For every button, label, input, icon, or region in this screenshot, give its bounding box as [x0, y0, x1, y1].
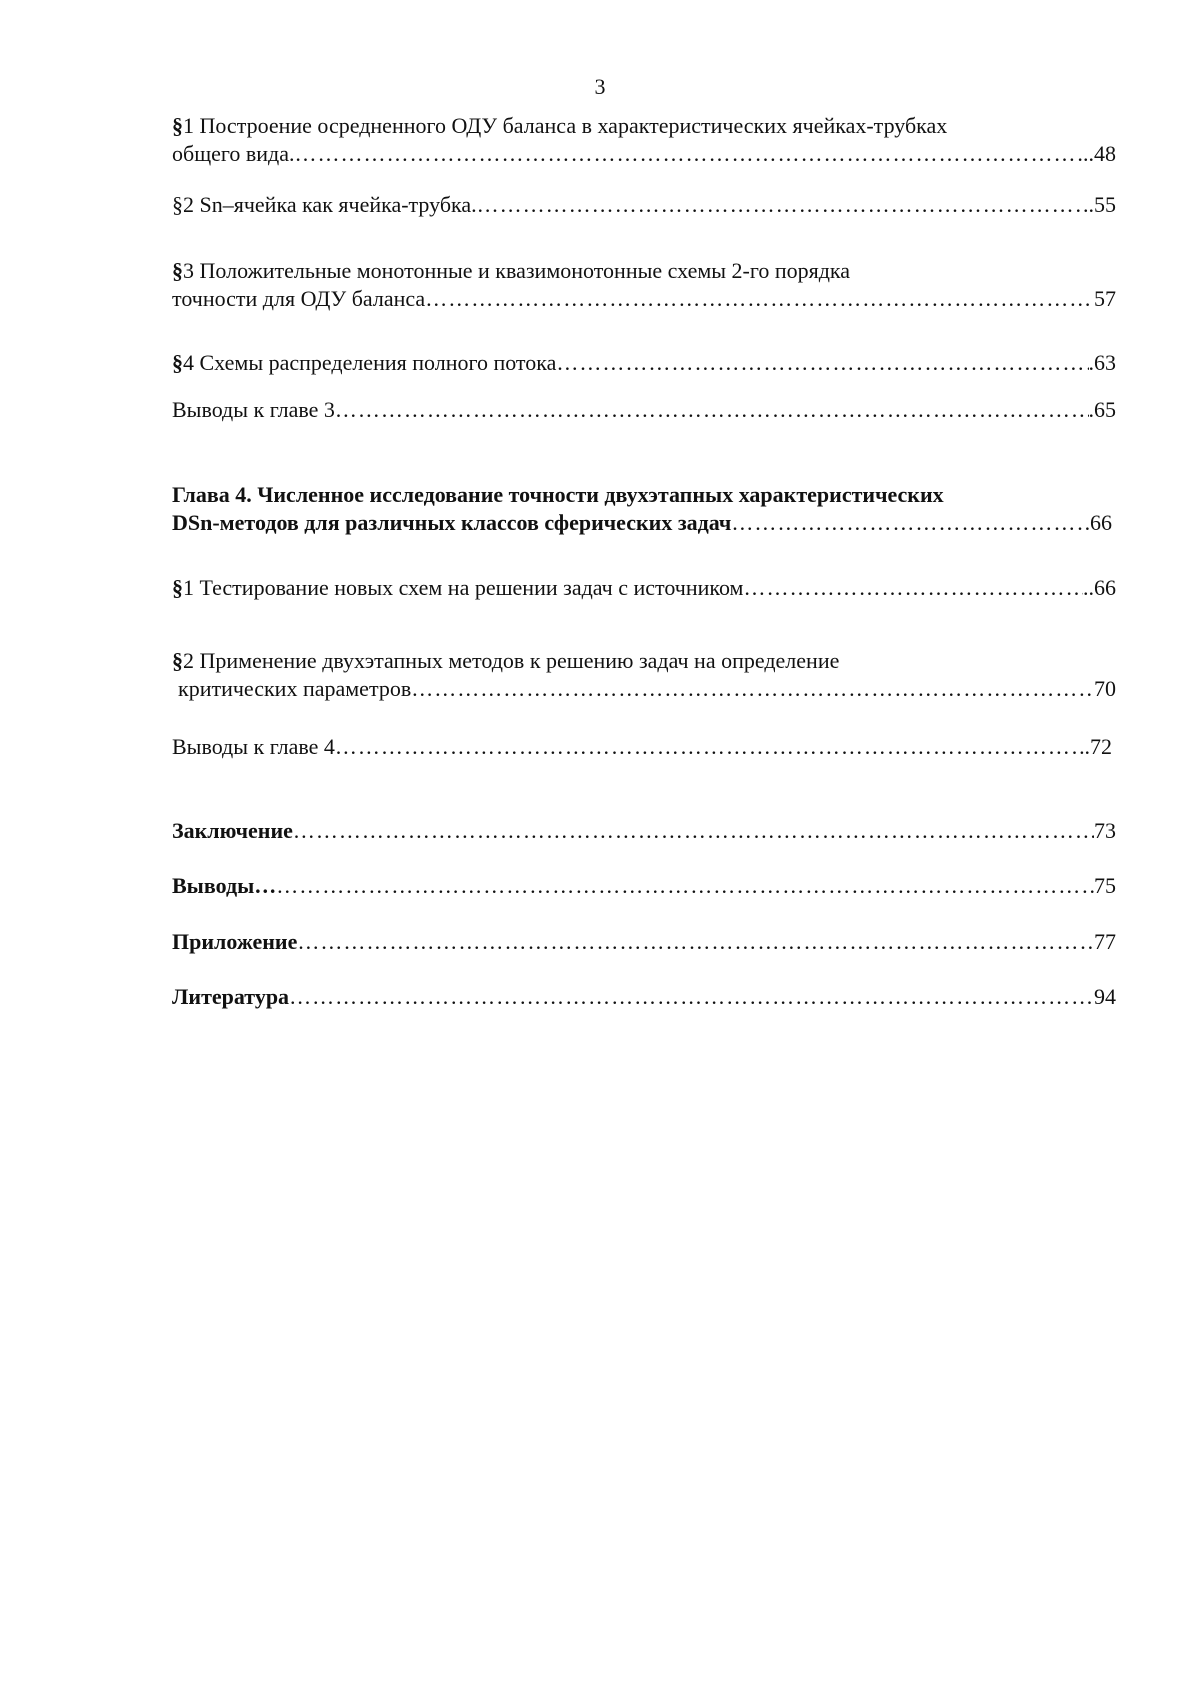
section-mark: §: [172, 113, 183, 138]
toc-page-number: ..66: [1083, 575, 1116, 600]
page-number: 3: [594, 74, 606, 99]
dot-leader: [276, 872, 1094, 900]
toc-entry-title: Приложение: [172, 929, 298, 954]
toc-entry-line: [172, 574, 1116, 602]
toc-entry-title-cont: точности для ОДУ баланса: [172, 286, 426, 311]
toc-page-number: ..48: [1083, 141, 1116, 166]
dot-leader: [289, 983, 1094, 1011]
dot-leader: [477, 191, 1083, 219]
toc-entry-line: [172, 112, 1116, 140]
toc-entry-line: [172, 675, 1116, 703]
toc-entry-literature[interactable]: [172, 983, 1116, 1011]
dot-leader: [295, 140, 1084, 168]
toc-entry-title: Заключение: [172, 818, 293, 843]
toc-entry-title: 2 Применение двухэтапных методов к решению задач на определение: [183, 648, 840, 673]
toc-entry-line: [172, 509, 1116, 537]
toc-entry-conclusion[interactable]: [172, 817, 1116, 845]
toc-entry-conclusions-3[interactable]: [172, 396, 1116, 424]
dot-leader: [731, 509, 1090, 537]
section-mark: §: [172, 575, 183, 600]
toc-entry-line: Глава 4. Численное исследование точности двухэтапных характеристических: [172, 482, 944, 507]
dot-leader: [411, 675, 1094, 703]
toc-page-number: .63: [1088, 350, 1116, 375]
toc-entry-4-2[interactable]: [172, 647, 1116, 703]
dot-leader: [293, 817, 1094, 845]
toc-entry-3-3[interactable]: [172, 257, 1116, 313]
toc-entry-title-cont: критических параметров: [178, 676, 412, 701]
toc-entry-title: 1 Тестирование новых схем на решении задач с источником: [183, 575, 744, 600]
dot-leader: [335, 733, 1085, 761]
toc-entry-title-wrap: [172, 349, 556, 377]
section-mark: §: [172, 350, 183, 375]
toc-page-number: ..55: [1083, 192, 1116, 217]
toc-page-number: 66: [1090, 510, 1112, 535]
toc-entry-line: [172, 191, 1116, 219]
toc-page-number: 70: [1094, 676, 1116, 701]
dot-leader: [743, 574, 1083, 602]
toc-entry-chapter-4[interactable]: [172, 481, 1116, 537]
toc-entry-line: [172, 928, 1116, 956]
toc-entry-line: [172, 733, 1116, 761]
toc-entry-line: [172, 349, 1116, 377]
toc-page-number: 77: [1094, 929, 1116, 954]
toc-entry-line: [172, 396, 1116, 424]
toc-page-number: 75: [1094, 873, 1116, 898]
dot-leader: [425, 285, 1094, 313]
toc-entry-title: Выводы…: [172, 873, 277, 898]
toc-entry-conclusions-4[interactable]: [172, 733, 1116, 761]
toc-entry-line: [172, 983, 1116, 1011]
toc-entry-title: 4 Схемы распределения полного потока: [183, 350, 557, 375]
toc-entry-line: [172, 817, 1116, 845]
toc-page-number: 73: [1094, 818, 1116, 843]
toc-page-number: 94: [1094, 984, 1116, 1009]
toc-entry-title: 3 Положительные монотонные и квазимонотонные схемы 2-го порядка: [183, 258, 851, 283]
dot-leader: [556, 349, 1088, 377]
toc-entry-line: [172, 872, 1116, 900]
toc-entry-title-wrap: [172, 574, 743, 602]
toc-entry-title: Литература: [172, 984, 290, 1009]
toc-page-number: .72: [1084, 734, 1112, 759]
toc-page-number: 57: [1094, 286, 1116, 311]
toc-entry-title-cont: общего вида.: [172, 141, 295, 166]
toc-entry-title-cont: DSn-методов для различных классов сферических задач: [172, 510, 732, 535]
toc-entry-title: Выводы к главе 3: [172, 397, 335, 422]
toc-entry-4-1[interactable]: [172, 574, 1116, 602]
toc-entry-line: [172, 257, 1116, 285]
toc-page-number: .65: [1088, 397, 1116, 422]
toc-entry-title: Выводы к главе 4: [172, 734, 335, 759]
section-mark: §: [172, 258, 183, 283]
toc-entry-3-2[interactable]: [172, 191, 1116, 219]
toc-entry-3-1[interactable]: [172, 112, 1116, 168]
toc-entry-line: [172, 285, 1116, 313]
toc-entry-3-4[interactable]: [172, 349, 1116, 377]
section-mark: §: [172, 648, 183, 673]
toc-entry-line: [172, 647, 1116, 675]
toc-entry-findings[interactable]: [172, 872, 1116, 900]
toc-entry-title: 1 Построение осредненного ОДУ баланса в характеристических ячейках-трубках: [183, 113, 948, 138]
toc-entry-title: §2 Sn–ячейка как ячейка-трубка.: [172, 192, 477, 217]
toc-entry-line: [172, 140, 1116, 168]
dot-leader: [297, 928, 1094, 956]
toc-entry-appendix[interactable]: [172, 928, 1116, 956]
dot-leader: [335, 396, 1089, 424]
